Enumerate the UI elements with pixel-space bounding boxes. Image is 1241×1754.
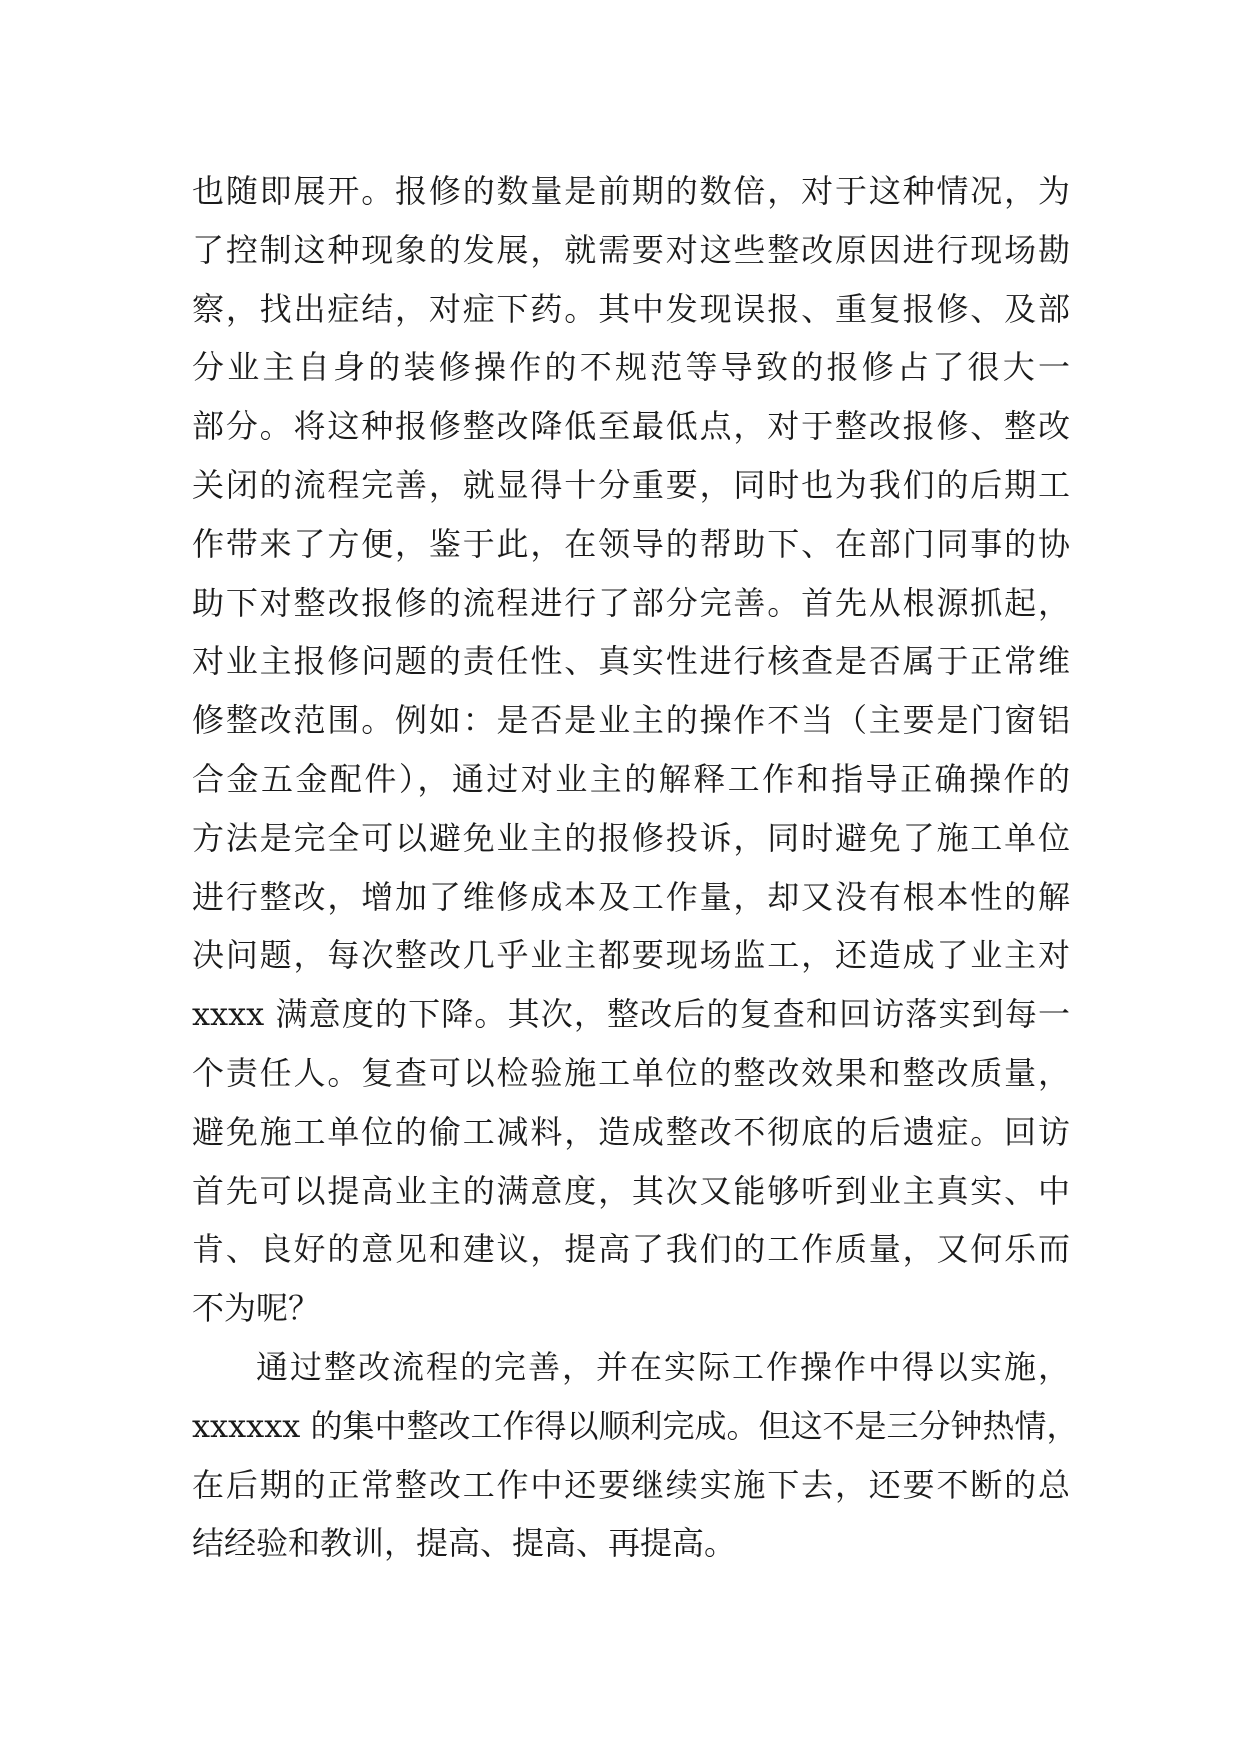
text-line: 作带来了方便，鉴于此，在领导的帮助下、在部门同事的协: [192, 524, 1070, 563]
text-line: 在后期的正常整改工作中还要继续实施下去，还要不断的总: [192, 1465, 1070, 1504]
text-line: 进行整改，增加了维修成本及工作量，却又没有根本性的解: [192, 877, 1070, 916]
text-line: xxxx 满意度的下降。其次，整改后的复查和回访落实到每一: [192, 995, 1070, 1034]
text-line: 部分。将这种报修整改降低至最低点，对于整改报修、整改: [192, 407, 1070, 446]
text-line: 也随即展开。报修的数量是前期的数倍，对于这种情况，为: [192, 172, 1070, 210]
text-line: 决问题，每次整改几乎业主都要现场监工，还造成了业主对: [192, 936, 1070, 975]
text-line: 关闭的流程完善，就显得十分重要，同时也为我们的后期工: [192, 465, 1070, 504]
text-line: 首先可以提高业主的满意度，其次又能够听到业主真实、中: [192, 1171, 1070, 1210]
text-line: 个责任人。复查可以检验施工单位的整改效果和整改质量，: [192, 1053, 1070, 1092]
text-line: 分业主自身的装修操作的不规范等导致的报修占了很大一: [192, 348, 1070, 387]
text-line: 合金五金配件），通过对业主的解释工作和指导正确操作的: [192, 759, 1070, 798]
text-line: xxxxxx 的集中整改工作得以顺利完成。但这不是三分钟热情，: [192, 1406, 1079, 1445]
text-line: 助下对整改报修的流程进行了部分完善。首先从根源抓起，: [192, 583, 1070, 622]
text-line: 察，找出症结，对症下药。其中发现误报、重复报修、及部: [192, 289, 1070, 328]
text-line: 结经验和教训，提高、提高、再提高。: [192, 1524, 737, 1563]
text-line: 修整改范围。例如：是否是业主的操作不当（主要是门窗铝: [192, 701, 1070, 740]
body-text: [192, 162, 1079, 1573]
text-line: 肯、良好的意见和建议，提高了我们的工作质量，又何乐而: [192, 1230, 1070, 1269]
text-line: 不为呢？: [192, 1289, 321, 1328]
text-line: 方法是完全可以避免业主的报修投诉，同时避免了施工单位: [192, 818, 1070, 857]
paragraph-first-line: 通过整改流程的完善，并在实际工作操作中得以实施，: [256, 1347, 1070, 1386]
text-line: 了控制这种现象的发展，就需要对这些整改原因进行现场勘: [192, 230, 1070, 269]
text-line: 对业主报修问题的责任性、真实性进行核查是否属于正常维: [192, 642, 1070, 681]
text-line: 避免施工单位的偷工减料，造成整改不彻底的后遗症。回访: [192, 1112, 1070, 1151]
